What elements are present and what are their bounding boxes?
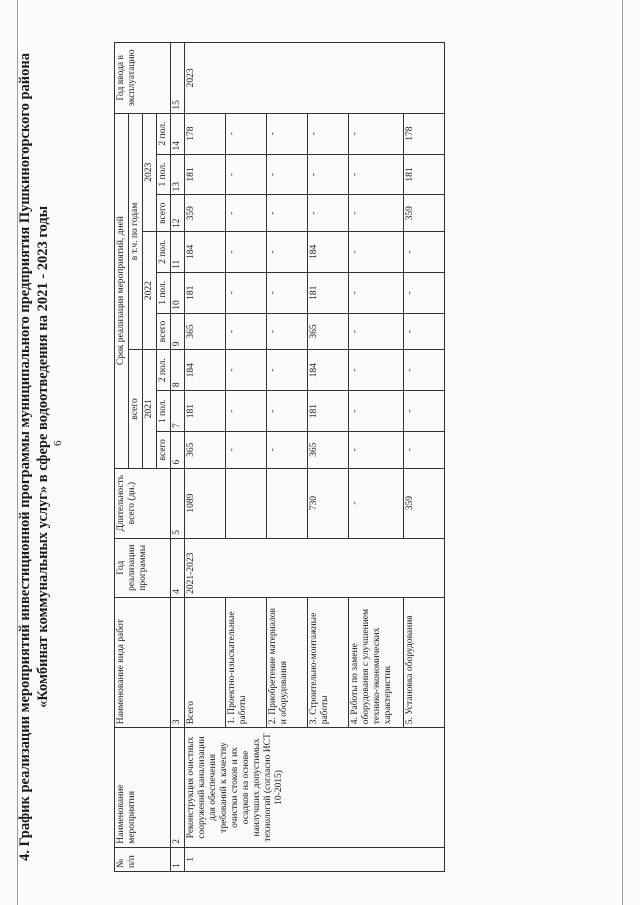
cell-value: 181 bbox=[308, 272, 349, 313]
cell-value: - bbox=[226, 350, 267, 391]
cell-value: - bbox=[404, 231, 445, 272]
cell-value: - bbox=[267, 350, 308, 391]
cell-value: - bbox=[226, 313, 267, 349]
col-number: 10 bbox=[171, 272, 185, 313]
cell-value: 181 bbox=[185, 272, 226, 313]
cell-value: - bbox=[267, 391, 308, 432]
header-2022-h2: 2 пол. bbox=[157, 231, 171, 272]
right-margin-line bbox=[622, 0, 623, 905]
duration-value: 359 bbox=[404, 468, 445, 538]
work-name: 2. Приобретение материалов и оборудования bbox=[267, 597, 308, 727]
cell-value: - bbox=[349, 272, 404, 313]
rotated-sheet bbox=[16, 42, 621, 872]
col-number: 6 bbox=[171, 432, 185, 468]
cell-value: - bbox=[226, 432, 267, 468]
cell-value: - bbox=[267, 154, 308, 195]
work-name: 5. Установка оборудования bbox=[404, 597, 445, 727]
col-number: 3 bbox=[171, 597, 185, 727]
cell-value: - bbox=[404, 350, 445, 391]
cell-value: 184 bbox=[308, 231, 349, 272]
col-number: 13 bbox=[171, 154, 185, 195]
duration-value: 730 bbox=[308, 468, 349, 538]
cell-value: 184 bbox=[308, 350, 349, 391]
col-number: 1 bbox=[171, 847, 185, 871]
cell-value: - bbox=[226, 231, 267, 272]
header-2021: 2021 bbox=[143, 350, 157, 468]
duration-value: - bbox=[349, 468, 404, 538]
year-impl-value: 2021-2023 bbox=[185, 538, 445, 597]
cell-value: 181 bbox=[185, 391, 226, 432]
col-number: 7 bbox=[171, 391, 185, 432]
header-2023: 2023 bbox=[143, 113, 157, 231]
col-number: 11 bbox=[171, 231, 185, 272]
cell-value: - bbox=[226, 272, 267, 313]
cell-value: - bbox=[404, 391, 445, 432]
header-2022-all: всего bbox=[157, 313, 171, 349]
col-number: 12 bbox=[171, 195, 185, 231]
cell-value: - bbox=[404, 313, 445, 349]
cell-value: - bbox=[308, 113, 349, 154]
col-number: 9 bbox=[171, 313, 185, 349]
cell-value: - bbox=[267, 432, 308, 468]
cell-value: - bbox=[404, 272, 445, 313]
work-name: 3. Строительно-монтажные работы bbox=[308, 597, 349, 727]
header-2023-all: всего bbox=[157, 195, 171, 231]
col-number: 15 bbox=[171, 43, 185, 114]
event-number: 1 bbox=[185, 847, 445, 871]
header-duration: Длительность всего (дн.) bbox=[115, 468, 171, 538]
duration-value bbox=[267, 468, 308, 538]
col-number: 2 bbox=[171, 728, 185, 847]
cell-value: 365 bbox=[185, 432, 226, 468]
title-line-1: 4. График реализации мероприятий инвестиционной программы муниципального предприятия Пушкиногорского района bbox=[17, 53, 33, 861]
cell-value: - bbox=[267, 195, 308, 231]
header-period: Срок реализации мероприятий, дней bbox=[115, 113, 129, 468]
header-2021-h2: 2 пол. bbox=[157, 350, 171, 391]
header-event: Наименование мероприятия bbox=[115, 728, 171, 847]
cell-value: - bbox=[267, 113, 308, 154]
col-number: 14 bbox=[171, 113, 185, 154]
cell-value: - bbox=[349, 113, 404, 154]
header-2022: 2022 bbox=[143, 231, 157, 349]
document-title bbox=[16, 42, 52, 872]
header-2022-h1: 1 пол. bbox=[157, 272, 171, 313]
duration-value bbox=[226, 468, 267, 538]
duration-value: 1089 bbox=[185, 468, 226, 538]
work-name: 1. Проектно-изыскательные работы bbox=[226, 597, 267, 727]
header-works: Наименование вида работ bbox=[115, 597, 171, 727]
cell-value: 359 bbox=[404, 195, 445, 231]
cell-value: - bbox=[349, 231, 404, 272]
cell-value: - bbox=[349, 313, 404, 349]
page-number: 6 bbox=[52, 440, 64, 446]
header-2021-all: всего bbox=[157, 432, 171, 468]
header-year-impl: Год реализации программы bbox=[115, 538, 171, 597]
cell-value: - bbox=[226, 113, 267, 154]
cell-value: - bbox=[349, 391, 404, 432]
header-2023-h2: 2 пол. bbox=[157, 113, 171, 154]
cell-value: 181 bbox=[404, 154, 445, 195]
cell-value: 359 bbox=[185, 195, 226, 231]
cell-value: - bbox=[267, 313, 308, 349]
cell-value: 365 bbox=[308, 313, 349, 349]
cell-value: - bbox=[349, 350, 404, 391]
cell-value: - bbox=[349, 432, 404, 468]
cell-value: - bbox=[226, 154, 267, 195]
header-2021-h1: 1 пол. bbox=[157, 391, 171, 432]
cell-value: - bbox=[308, 195, 349, 231]
header-year-commission: Год ввода в эксплуатацию bbox=[115, 43, 171, 114]
header-total: всего bbox=[129, 350, 143, 468]
schedule-table bbox=[114, 42, 445, 872]
work-name: Всего bbox=[185, 597, 226, 727]
cell-value: - bbox=[226, 391, 267, 432]
column-number-row bbox=[171, 43, 185, 872]
cell-value: - bbox=[308, 154, 349, 195]
col-number: 4 bbox=[171, 538, 185, 597]
cell-value: - bbox=[404, 432, 445, 468]
cell-value: 365 bbox=[308, 432, 349, 468]
header-row-1 bbox=[115, 43, 129, 872]
col-number: 8 bbox=[171, 350, 185, 391]
cell-value: - bbox=[226, 195, 267, 231]
cell-value: 184 bbox=[185, 350, 226, 391]
cell-value: - bbox=[267, 231, 308, 272]
cell-value: 178 bbox=[404, 113, 445, 154]
cell-value: 181 bbox=[185, 154, 226, 195]
col-number: 5 bbox=[171, 468, 185, 538]
event-name: Реконструкция очистных сооружений канализации для обеспечения требований к качеству очистки стоков и их осадков на основе наилучших допустимых технологий (согласно ИСТ 10-2015) bbox=[185, 728, 445, 847]
header-2023-h1: 1 пол. bbox=[157, 154, 171, 195]
title-line-2: «Комбинат коммунальных услуг» в сфере водоотведения на 2021 - 2023 годы bbox=[35, 205, 51, 709]
cell-value: - bbox=[349, 154, 404, 195]
cell-value: 178 bbox=[185, 113, 226, 154]
table-row bbox=[185, 43, 226, 872]
cell-value: 184 bbox=[185, 231, 226, 272]
cell-value: 181 bbox=[308, 391, 349, 432]
header-num: № п/п bbox=[115, 847, 171, 871]
cell-value: - bbox=[349, 195, 404, 231]
header-by-years: в т.ч. по годам bbox=[129, 113, 143, 350]
work-name: 4. Работы по замене оборудования с улучшением технико-экономических характеристик bbox=[349, 597, 404, 727]
cell-value: 365 bbox=[185, 313, 226, 349]
cell-value: - bbox=[267, 272, 308, 313]
year-commission-value: 2023 bbox=[185, 43, 445, 114]
